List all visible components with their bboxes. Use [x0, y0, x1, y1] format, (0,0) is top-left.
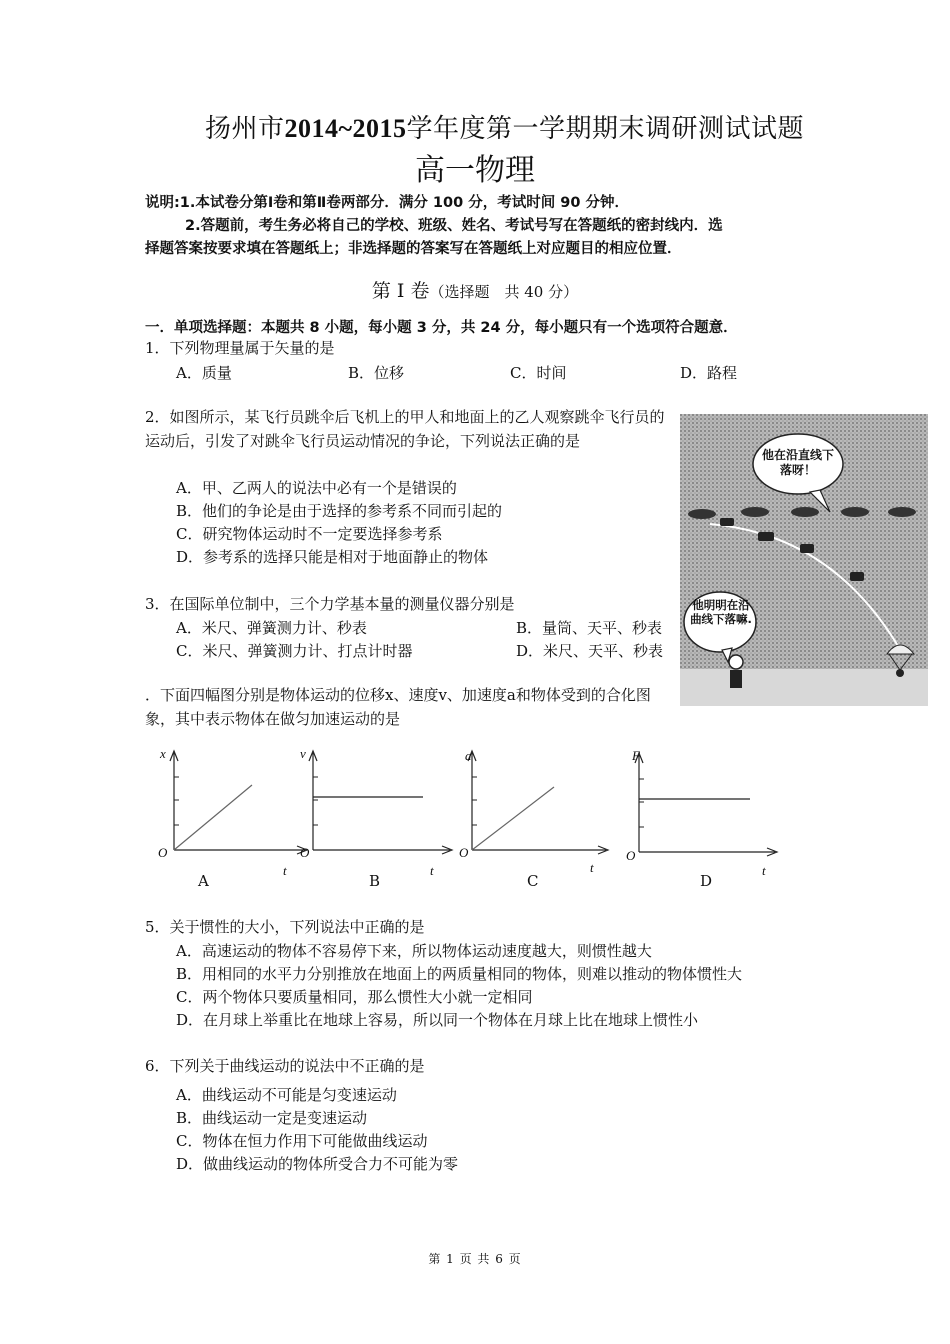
exam-title — [205, 108, 804, 145]
graph-a-x-label: t — [283, 863, 287, 878]
q3-option-d: D．米尺、天平、秒表 — [516, 642, 664, 660]
cartoon-image — [680, 414, 928, 706]
bubble-bottom-text-box — [690, 598, 752, 652]
airplane-2 — [741, 507, 769, 517]
falling-object-3 — [800, 544, 814, 553]
graph-c-line — [472, 787, 554, 850]
airplane-4 — [841, 507, 869, 517]
volume-subtitle: （选择题 共 40 分） — [429, 283, 579, 301]
falling-object-2 — [758, 532, 774, 541]
q6-option-c: C．物体在恒力作用下可能做曲线运动 — [176, 1132, 428, 1150]
cartoon-ground — [680, 669, 928, 706]
q6-option-d: D．做曲线运动的物体所受合力不可能为零 — [176, 1155, 459, 1173]
title-suffix: 学年度第一学期期末调研测试试题 — [406, 114, 805, 144]
graph-d-x-label: t — [762, 863, 766, 878]
q1-option-a: A．质量 — [176, 364, 232, 382]
q1-option-b: B．位移 — [348, 364, 405, 382]
q5-option-d: D．在月球上举重比在地球上容易，所以同一个物体在月球上比在地球上惯性小 — [176, 1011, 699, 1029]
q5-stem: 5．关于惯性的大小，下列说法中正确的是 — [145, 918, 425, 936]
q5-option-a: A．高速运动的物体不容易停下来，所以物体运动速度越大，则惯性越大 — [176, 942, 652, 960]
q2-option-d: D．参考系的选择只能是相对于地面静止的物体 — [176, 548, 489, 566]
q6-option-b: B．曲线运动一定是变速运动 — [176, 1109, 368, 1127]
note-line-2: 2.答题前，考生务必将自己的学校、班级、姓名、考试号写在答题纸的密封线内．选 — [185, 218, 723, 234]
note-line-3: 择题答案按要求填在答题纸上；非选择题的答案写在答题纸上对应题目的相应位置． — [145, 241, 682, 257]
graph-b-label: B — [369, 872, 381, 890]
q6-option-a: A．曲线运动不可能是匀变速运动 — [176, 1086, 397, 1104]
q2-option-c: C．研究物体运动时不一定要选择参考系 — [176, 525, 443, 543]
graph-a-label: A — [198, 872, 209, 890]
volume-heading — [0, 276, 950, 303]
airplane-5 — [888, 507, 916, 517]
volume-title: 第 Ⅰ 卷 — [371, 280, 430, 302]
q3-stem: 3．在国际单位制中，三个力学基本量的测量仪器分别是 — [145, 595, 515, 613]
graph-b-origin: O — [300, 845, 310, 860]
ground-person-body — [730, 670, 742, 688]
airplane-1 — [688, 509, 716, 519]
graph-d-y-label: F — [632, 748, 640, 763]
airplane-3 — [791, 507, 819, 517]
graph-c-x-label: t — [590, 860, 594, 875]
bubble-top-text: 他在沿直线下落呀！ — [762, 448, 834, 477]
q1-stem: 1．下列物理量属于矢量的是 — [145, 339, 335, 357]
graph-b-y-label: v — [300, 746, 306, 761]
q3-option-a: A．米尺、弹簧测力计、秒表 — [176, 619, 367, 637]
q6-stem: 6．下列关于曲线运动的说法中不正确的是 — [145, 1057, 425, 1075]
page-footer: 第 1 页 共 6 页 — [428, 1252, 522, 1266]
title-prefix: 扬州市 — [205, 114, 285, 144]
q4-stem: ．下面四幅图分别是物体运动的位移x、速度v、加速度a和物体受到的合化图象，其中表示物体在做匀加速运动的是 — [145, 686, 651, 728]
bubble-bottom-text: 他明明在沿曲线下落嘛. — [690, 598, 752, 626]
graph-c-label: C — [527, 872, 539, 890]
q3-option-c: C．米尺、弹簧测力计、打点计时器 — [176, 642, 413, 660]
q5-option-b: B．用相同的水平力分别推放在地面上的两质量相同的物体，则难以推动的物体惯性大 — [176, 965, 743, 983]
ground-person-head — [729, 655, 743, 669]
graph-a-line — [174, 785, 252, 850]
note-line-1: 说明:1.本试卷分第Ⅰ卷和第Ⅱ卷两部分．满分 100 分，考试时间 90 分钟． — [145, 195, 629, 211]
graph-c-y-label: a — [465, 748, 472, 763]
q2-stem: 2．如图所示，某飞行员跳伞后飞机上的甲人和地面上的乙人观察跳伞飞行员的运动后，引发了对跳伞飞行员运动情况的争论，下列说法正确的是 — [145, 408, 665, 450]
graph-a-y-label: x — [160, 746, 166, 761]
parachute-cartoon — [680, 414, 928, 706]
graph-d-label: D — [700, 872, 713, 890]
q3-option-b: B．量筒、天平、秒表 — [516, 619, 663, 637]
q5-option-c: C．两个物体只要质量相同，那么惯性大小就一定相同 — [176, 988, 533, 1006]
parachutist — [896, 669, 904, 677]
graph-a-origin: O — [158, 845, 168, 860]
falling-object-1 — [720, 518, 734, 526]
section-heading: 一．单项选择题：本题共 8 小题，每小题 3 分，共 24 分，每小题只有一个选项符合题意． — [145, 320, 738, 336]
falling-object-4 — [850, 572, 864, 581]
graph-c-origin: O — [459, 845, 469, 860]
q1-option-c: C．时间 — [510, 364, 567, 382]
bubble-top-text-box — [762, 448, 834, 484]
q1-option-d: D．路程 — [680, 364, 738, 382]
q4-graphs — [150, 745, 790, 890]
q2-option-a: A．甲、乙两人的说法中必有一个是错误的 — [176, 479, 457, 497]
q2-option-b: B．他们的争论是由于选择的参考系不同而引起的 — [176, 502, 503, 520]
graph-d-origin: O — [626, 848, 636, 863]
subject-title: 高一物理 — [415, 153, 535, 188]
graph-b-x-label: t — [430, 863, 434, 878]
title-years: 2014~2015 — [284, 114, 407, 143]
